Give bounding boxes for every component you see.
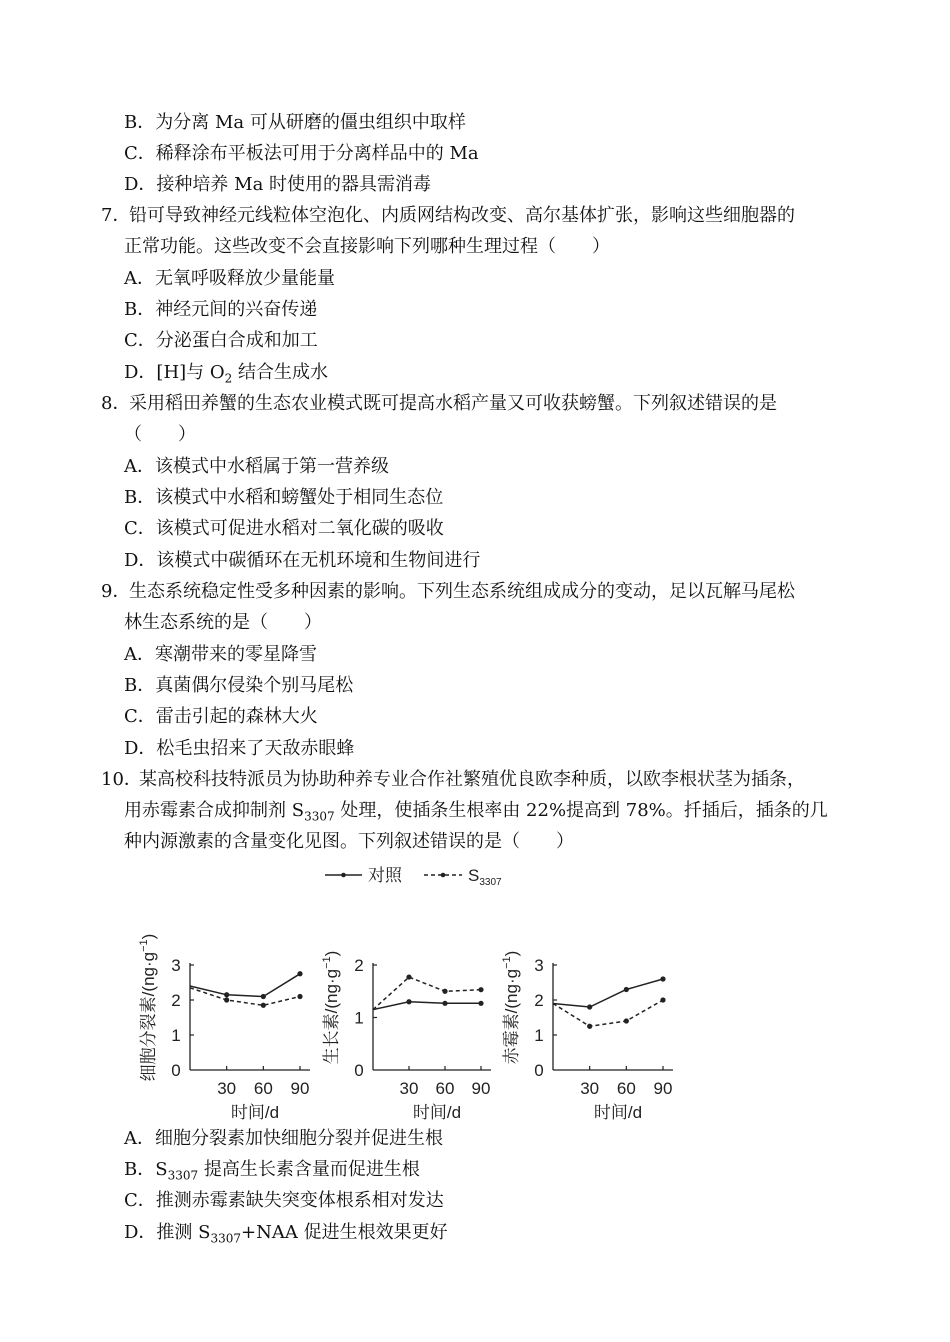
q9-option-c: C．雷击引起的森林大火	[124, 706, 318, 727]
q6-option-b: B．为分离 Ma 可从研磨的僵虫组织中取样	[124, 112, 466, 133]
q7-stem-line1: 铅可导致神经元线粒体空泡化、内质网结构改变、高尔基体扩张，影响这些细胞器的	[129, 205, 795, 226]
panel-3-y-tick-label: 1	[534, 1026, 544, 1045]
panel-2-y-label: 生长素$/(ng\cdot g^{-1})$	[321, 950, 341, 1065]
panel-1-y-label: 细胞分裂素$/(ng\cdot g^{-1})$	[138, 933, 158, 1082]
panel-3-treat-point	[624, 1018, 629, 1023]
panel-1-y-tick-label: 2	[171, 991, 181, 1010]
q9-stem-line1: 生态系统稳定性受多种因素的影响。下列生态系统组成成分的变动，足以瓦解马尾松	[129, 581, 795, 602]
q7-option-a: A．无氧呼吸释放少量能量	[124, 268, 335, 289]
q8-stem-line2: （ ）	[124, 424, 196, 445]
q10-stem-line1: 某高校科技特派员为协助种养专业合作社繁殖优良欧李种质，以欧李根状茎为插条，	[139, 769, 805, 790]
panel-3-control-point	[624, 987, 629, 992]
panel-2-x-tick-label: 30	[399, 1079, 419, 1098]
q6-option-c: C．稀释涂布平板法可用于分离样品中的 Ma	[124, 143, 479, 164]
panel-1-treat-point	[297, 994, 302, 999]
panel-2-y-tick-label: 2	[354, 956, 364, 975]
q9-option-b: B．真菌偶尔侵染个别马尾松	[124, 675, 354, 696]
q8-stem-line1: 采用稻田养蟹的生态农业模式既可提高水稻产量又可收获螃蟹。下列叙述错误的是	[129, 393, 777, 414]
panel-2-control-point	[478, 1001, 483, 1006]
panel-3-x-tick-label: 60	[616, 1079, 636, 1098]
q8-option-c: C．该模式可促进水稻对二氧化碳的吸收	[124, 518, 444, 539]
q8-number: 8．	[101, 393, 131, 414]
panel-1-y-tick-label: 0	[171, 1061, 181, 1080]
q10-stem-line3: 种内源激素的含量变化见图。下列叙述错误的是（ ）	[124, 831, 574, 852]
panel-1-y-tick-label: 3	[171, 956, 181, 975]
q10-option-d: D．推测 $S_{3307}+NAA$ 促进生根效果更好	[124, 1222, 448, 1246]
panel-2-control-point	[406, 999, 411, 1004]
panel-2-y-tick-label: 0	[354, 1061, 364, 1080]
panel-2-x-tick-label: 60	[435, 1079, 455, 1098]
q9-option-a: A．寒潮带来的零星降雪	[124, 644, 317, 665]
panel-2-x-label: 时间/d	[412, 1103, 462, 1122]
panel-1-x-tick-label: 90	[290, 1079, 310, 1098]
panel-2-treat-line	[373, 977, 481, 1010]
legend-control-marker	[341, 873, 346, 878]
panel-1-control-point	[261, 994, 266, 999]
hormone-charts-svg	[140, 860, 700, 1125]
q8-option-b: B．该模式中水稻和螃蟹处于相同生态位	[124, 487, 444, 508]
q7-stem-line2: 正常功能。这些改变不会直接影响下列哪种生理过程（ ）	[124, 236, 610, 257]
q7-number: 7．	[101, 205, 131, 226]
panel-2-control-point	[442, 1001, 447, 1006]
panel-3-treat-point	[587, 1024, 592, 1029]
panel-3-x-tick-label: 30	[580, 1079, 600, 1098]
panel-3-x-tick-label: 90	[653, 1079, 673, 1098]
panel-3-y-tick-label: 0	[534, 1061, 544, 1080]
panel-3-treat-line	[553, 1000, 663, 1026]
panel-1-x-tick-label: 30	[217, 1079, 237, 1098]
panel-2-treat-point	[478, 987, 483, 992]
q6-option-d: D．接种培养 Ma 时使用的器具需消毒	[124, 174, 432, 195]
q9-number: 9．	[101, 581, 131, 602]
q10-option-a: A．细胞分裂素加快细胞分裂并促进生根	[124, 1128, 443, 1149]
panel-1-treat-point	[261, 1003, 266, 1008]
q10-option-b: B．$S_{3307}$ 提高生长素含量而促进生根	[124, 1159, 420, 1183]
q9-option-d: D．松毛虫招来了天敌赤眼蜂	[124, 738, 355, 759]
panel-3-control-point	[587, 1004, 592, 1009]
panel-2-control-line	[373, 1002, 481, 1010]
q7-option-d: D．[H]与 $O_2$ 结合生成水	[124, 362, 329, 386]
panel-2-treat-point	[406, 974, 411, 979]
panel-3-x-label: 时间/d	[593, 1103, 643, 1122]
panel-2-treat-point	[442, 989, 447, 994]
legend-control-label: 对照	[368, 866, 402, 885]
q8-option-d: D．该模式中碳循环在无机环境和生物间进行	[124, 550, 481, 571]
panel-3-treat-point	[660, 997, 665, 1002]
q10-stem-line2: 用赤霉素合成抑制剂 $S_{3307}$ 处理，使插条生根率由 22%提高到 78%。扦插后，插条的几	[124, 800, 828, 824]
q8-option-a: A．该模式中水稻属于第一营养级	[124, 456, 389, 477]
q9-stem-line2: 林生态系统的是（ ）	[124, 612, 322, 633]
legend-treat-label: $S_{3307}$	[468, 866, 502, 888]
q7-option-c: C．分泌蛋白合成和加工	[124, 330, 318, 351]
panel-1-treat-point	[224, 997, 229, 1002]
panel-1-x-label: 时间/d	[230, 1103, 280, 1122]
panel-1-y-tick-label: 1	[171, 1026, 181, 1045]
hormone-charts	[140, 860, 700, 1125]
panel-1-control-point	[297, 971, 302, 976]
panel-2-x-tick-label: 90	[471, 1079, 491, 1098]
legend-treat-marker	[441, 873, 446, 878]
panel-3-y-tick-label: 3	[534, 956, 544, 975]
panel-3-y-tick-label: 2	[534, 991, 544, 1010]
panel-3-control-line	[553, 979, 663, 1007]
panel-3-control-point	[660, 976, 665, 981]
q10-option-c: C．推测赤霉素缺失突变体根系相对发达	[124, 1190, 444, 1211]
panel-2-y-tick-label: 1	[354, 1008, 364, 1028]
panel-3-y-label: 赤霉素$/(ng\cdot g^{-1})$	[501, 950, 521, 1065]
q7-option-b: B．神经元间的兴奋传递	[124, 299, 318, 320]
q10-number: 10．	[101, 769, 142, 790]
panel-1-control-point	[224, 992, 229, 997]
panel-1-x-tick-label: 60	[253, 1079, 273, 1098]
